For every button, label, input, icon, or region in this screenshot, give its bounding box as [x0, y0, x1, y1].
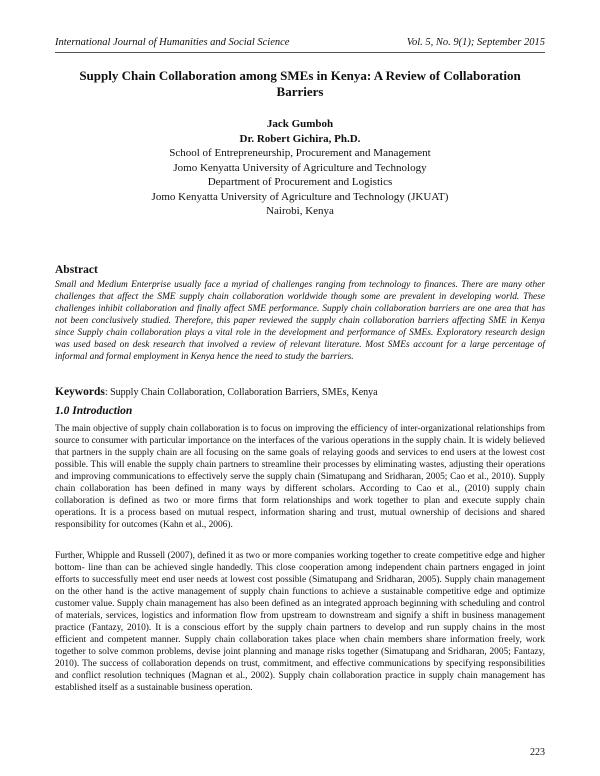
- paper-title: Supply Chain Collaboration among SMEs in Kenya: A Review of Collaboration Barriers: [79, 68, 521, 99]
- affiliation-line: Jomo Kenyatta University of Agriculture and Technology: [173, 161, 427, 174]
- abstract-heading: Abstract: [55, 264, 98, 276]
- running-header: [55, 37, 545, 51]
- page-number: 223: [530, 747, 545, 758]
- keywords-line: [55, 386, 545, 398]
- affiliation-line: Jomo Kenyatta University of Agriculture and Technology (JKUAT): [151, 190, 449, 203]
- issue-info: Vol. 5, No. 9(1); September 2015: [406, 37, 545, 48]
- keywords-text: : Supply Chain Collaboration, Collaboration Barriers, SMEs, Kenya: [104, 387, 378, 398]
- keywords-label: Keywords: [55, 386, 105, 398]
- intro-paragraph-2: Further, Whipple and Russell (2007), defined it as two or more companies working together to create competitive edge and higher bottom- line than can be achieved single handedly. This close cooperation among independent chain partners engaged in joint efforts to successfully meet end user needs at lowest cost possible (Simatupang and Sridharan, 2005). Supply chain management on the other hand is the active management of supply chain functions to achieve a sustainable competitive edge and optimize customer value. Supply chain management has also been defined as an integrated approach beginning with scheduling and control of materials, services, logistics and information flow from upstream to downstream and signify a shift in business management practice (Fantazy, 2010). It is a conscious effort by the supply chain partners to develop and run supply chains in the most efficient and competent manner. Supply chain collaboration takes place when chain members share information freely, work together to solve common problems, devise joint planning and manage risks together (Simatupang and Sridharan, 2005; Fantazy, 2010). The success of collaboration depends on trust, commitment, and effective communications by specifying responsibilities and conflict resolution techniques (Magnan et al., 2002). Supply chain collaboration practice in supply chain management has established itself as a sustainable business operation.: [55, 551, 545, 693]
- abstract-text: Small and Medium Enterprise usually face a myriad of challenges ranging from technology to finances. There are many other challenges that affect the SME supply chain collaboration worldwide though some are prevalent in developing world. These challenges inhibit collaboration and finally affect SME performance. Supply chain collaboration barriers are one area that has not been conclusively studied. Therefore, this paper reviewed the supply chain collaboration barriers affecting SME in Kenya since Supply chain collaboration plays a vital role in the development and performance of SMEs. Exploratory research design was used based on desk research that involved a review of relevant literature. Most SMEs account for a large percentage of informal and formal employment in Kenya hence the need to study the barriers.: [55, 280, 545, 362]
- journal-name: International Journal of Humanities and Social Science: [55, 37, 290, 48]
- affiliation-line: School of Entrepreneurship, Procurement and Management: [169, 147, 431, 159]
- author-name-1: Jack Gumboh: [266, 118, 334, 130]
- affiliation-line: Department of Procurement and Logistics: [207, 176, 393, 188]
- intro-paragraph-1: The main objective of supply chain collaboration is to focus on improving the efficiency of inter-organizational relationships from source to consumer with particular importance on the interfaces of the various operations in the supply chain. It is widely believed that partners in the supply chain are all focusing on the same goals of relaying goods and services to end users at the lowest cost possible. This will enable the supply chain partners to streamline their processes by eliminating wastes, adjusting their operations and improving communications to effectively serve the supply chain (Simatupang and Sridharan, 2005; Cao et al., 2010). Supply chain collaboration has been defined in many ways by different scholars. According to Cao et al., (2010) supply chain collaboration is defined as two or more firms that form relationships and work together to plan and execute supply chain operations. It is a process based on mutual respect, information sharing and trust, mutual ownership of decisions and shared responsibility for outcomes (Kahn et al., 2006).: [55, 424, 545, 530]
- section-heading-introduction: 1.0 Introduction: [55, 405, 133, 417]
- author-name-2: Dr. Robert Gichira, Ph.D.: [239, 132, 361, 145]
- affiliation-line: Nairobi, Kenya: [266, 205, 334, 217]
- header-rule: [55, 52, 545, 53]
- author-block: [55, 117, 545, 219]
